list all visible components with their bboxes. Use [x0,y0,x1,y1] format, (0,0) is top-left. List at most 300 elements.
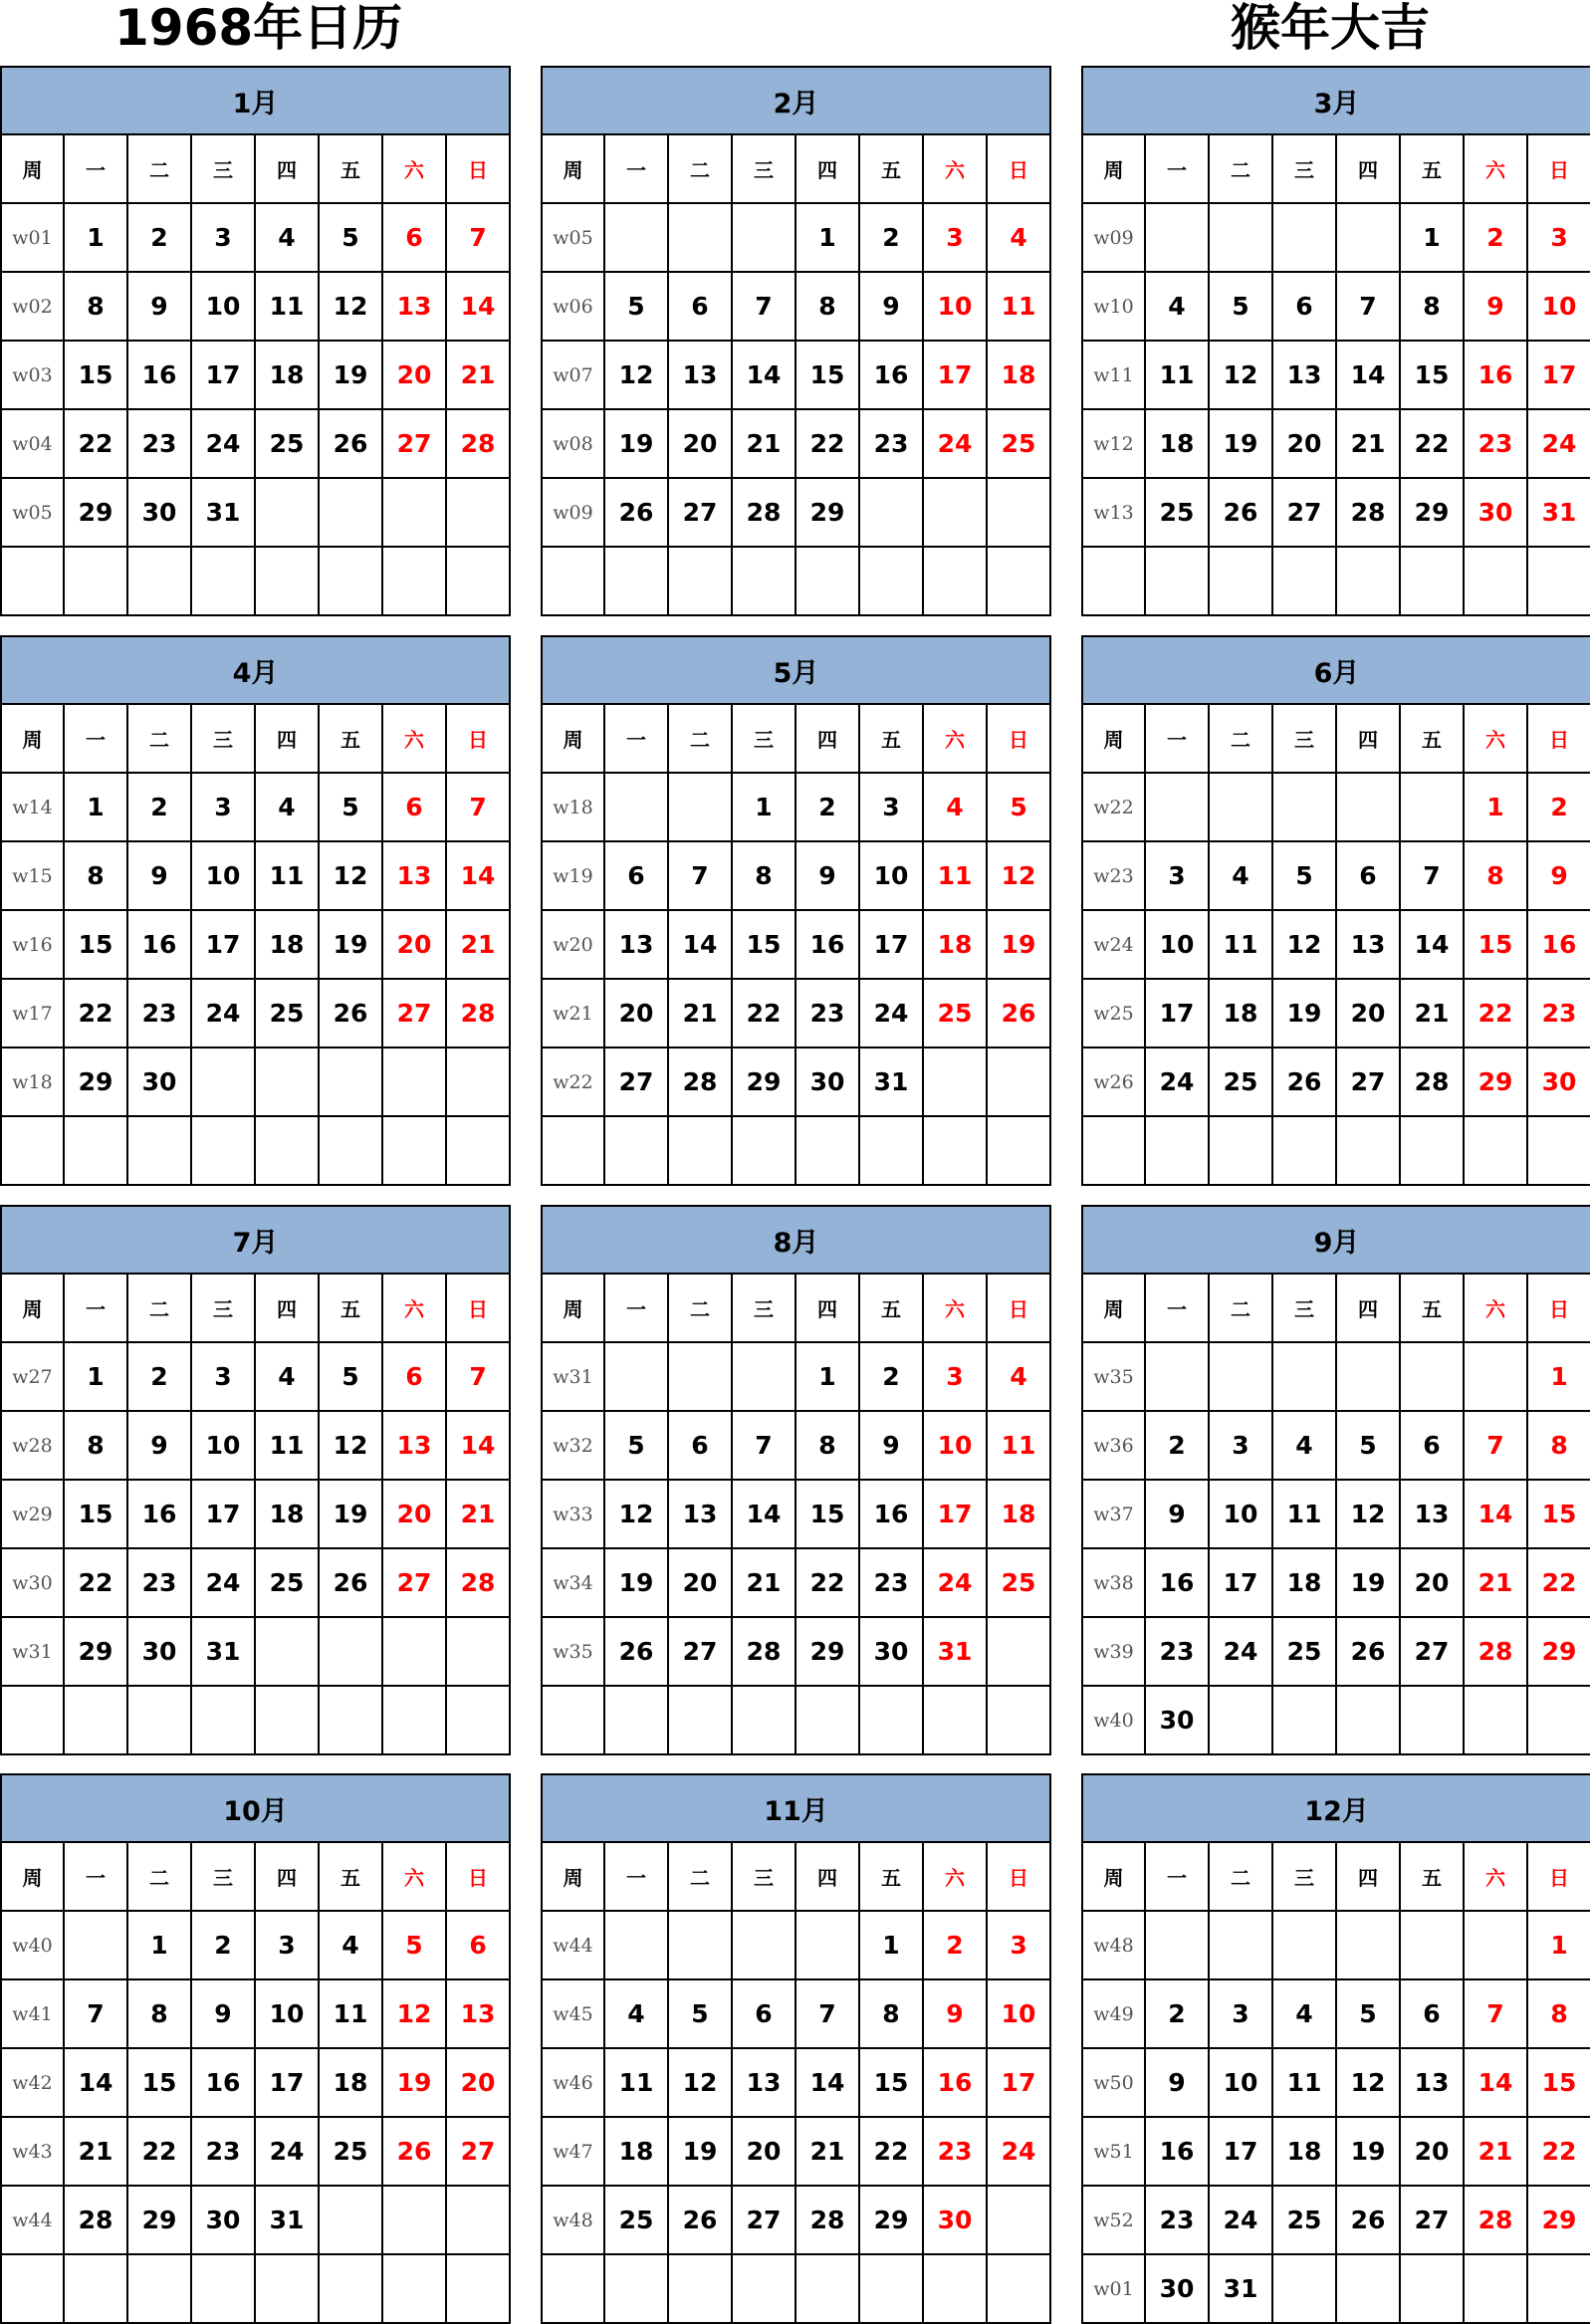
month-name: 2月 [542,67,1050,134]
day-cell: 16 [127,341,191,409]
day-cell: 21 [1464,2117,1527,2186]
week-row [1,1480,510,1548]
week-row [1,409,510,478]
week-row [1,1617,510,1686]
day-cell: 13 [1400,2048,1464,2117]
weekday-header: 四 [1336,134,1400,203]
day-cell: 11 [1145,341,1209,409]
week-row [1,2048,510,2117]
day-cell: 29 [1464,1047,1527,1116]
weekday-header: 五 [859,134,923,203]
week-row [1082,841,1590,910]
day-cell: 26 [382,2117,446,2186]
week-row [1,203,510,272]
day-cell: 25 [1272,1617,1336,1686]
week-number: w49 [1082,1979,1145,2048]
day-cell: 2 [1145,1411,1209,1480]
day-cell: 21 [732,409,795,478]
day-cell [1527,547,1590,615]
weekday-header: 日 [987,134,1050,203]
day-cell [255,1617,319,1686]
day-cell: 6 [604,841,668,910]
day-cell [255,2254,319,2323]
week-row [1,1116,510,1185]
weekday-header: 六 [382,1842,446,1911]
day-cell: 22 [64,979,127,1047]
month-table [1081,1773,1590,2324]
week-number: w22 [1082,773,1145,841]
weekday-header: 一 [1145,134,1209,203]
day-cell: 1 [1527,1911,1590,1979]
weekday-header: 三 [191,704,255,773]
week-row [1082,203,1590,272]
day-cell [1336,773,1400,841]
weekday-header: 四 [255,1274,319,1342]
day-cell: 19 [382,2048,446,2117]
day-cell: 6 [668,272,732,341]
day-cell: 9 [1527,841,1590,910]
week-number: w25 [1082,979,1145,1047]
day-cell: 19 [1272,979,1336,1047]
day-cell: 26 [319,1548,382,1617]
day-cell: 5 [668,1979,732,2048]
day-cell: 11 [1272,2048,1336,2117]
weekday-header: 五 [859,1842,923,1911]
day-cell: 22 [1400,409,1464,478]
day-cell: 24 [987,2117,1050,2186]
week-row [542,841,1050,910]
day-cell: 2 [191,1911,255,1979]
day-cell: 25 [255,1548,319,1617]
weekday-header: 六 [382,1274,446,1342]
day-cell: 31 [1209,2254,1272,2323]
week-number: w43 [1,2117,64,2186]
day-cell [1209,1342,1272,1411]
day-cell [255,1116,319,1185]
day-cell [382,478,446,547]
day-cell: 13 [446,1979,510,2048]
week-number: w08 [542,409,604,478]
day-cell [1336,1686,1400,1754]
week-number: w44 [1,2186,64,2254]
week-row [1,2186,510,2254]
day-cell [446,478,510,547]
day-cell [64,1686,127,1754]
day-cell: 24 [1145,1047,1209,1116]
day-cell [191,1116,255,1185]
day-cell [446,1686,510,1754]
day-cell [255,478,319,547]
day-cell [859,1116,923,1185]
week-row [542,1548,1050,1617]
day-cell [732,1911,795,1979]
day-cell: 16 [127,1480,191,1548]
day-cell: 15 [64,1480,127,1548]
week-column-header: 周 [542,1274,604,1342]
day-cell [604,1911,668,1979]
day-cell: 6 [732,1979,795,2048]
month-table [1081,66,1590,616]
day-cell: 16 [1145,2117,1209,2186]
month-name: 7月 [1,1206,510,1274]
day-cell [1464,1342,1527,1411]
weekday-header: 一 [604,704,668,773]
day-cell: 1 [859,1911,923,1979]
week-row [542,203,1050,272]
day-cell: 25 [923,979,987,1047]
weekday-header: 五 [319,1842,382,1911]
month-2 [541,66,1049,616]
month-name: 1月 [1,67,510,134]
weekday-header: 一 [64,704,127,773]
day-cell: 13 [382,841,446,910]
day-cell: 31 [923,1617,987,1686]
week-column-header: 周 [1,1274,64,1342]
day-cell: 14 [732,1480,795,1548]
weekday-header: 一 [1145,1842,1209,1911]
day-cell: 12 [1272,910,1336,979]
day-cell: 5 [319,1342,382,1411]
day-cell [987,1047,1050,1116]
day-cell: 21 [1336,409,1400,478]
day-cell [446,2186,510,2254]
day-cell: 21 [668,979,732,1047]
day-cell [604,2254,668,2323]
day-cell: 31 [191,1617,255,1686]
day-cell: 30 [1527,1047,1590,1116]
month-table [1081,635,1590,1186]
day-cell: 18 [1272,2117,1336,2186]
week-row [542,341,1050,409]
day-cell: 17 [987,2048,1050,2117]
week-row [1,1686,510,1754]
weekday-header: 二 [127,1842,191,1911]
day-cell: 4 [987,203,1050,272]
weekday-header: 三 [191,134,255,203]
day-cell [255,1047,319,1116]
day-cell: 3 [1209,1411,1272,1480]
day-cell: 11 [255,1411,319,1480]
day-cell: 3 [255,1911,319,1979]
day-cell: 15 [1464,910,1527,979]
day-cell [382,1116,446,1185]
day-cell: 12 [382,1979,446,2048]
month-6 [1081,635,1590,1186]
day-cell: 30 [191,2186,255,2254]
weekday-header: 三 [732,704,795,773]
day-cell: 2 [859,203,923,272]
day-cell: 16 [859,341,923,409]
month-8 [541,1205,1049,1755]
day-cell: 10 [191,272,255,341]
day-cell: 17 [923,1480,987,1548]
day-cell: 29 [1400,478,1464,547]
day-cell: 9 [859,1411,923,1480]
day-cell: 18 [255,341,319,409]
day-cell: 6 [1400,1979,1464,2048]
day-cell: 10 [859,841,923,910]
day-cell: 29 [64,1617,127,1686]
day-cell: 19 [319,1480,382,1548]
weekday-header: 六 [923,704,987,773]
day-cell: 26 [987,979,1050,1047]
day-cell: 1 [795,1342,859,1411]
day-cell [923,1047,987,1116]
day-cell: 26 [1336,2186,1400,2254]
day-cell: 3 [191,203,255,272]
week-row [1,1047,510,1116]
day-cell: 3 [191,773,255,841]
day-cell: 23 [1527,979,1590,1047]
day-cell: 1 [64,1342,127,1411]
week-row [1082,341,1590,409]
greeting-title: 猴年大吉 [1231,0,1430,57]
week-row [542,1480,1050,1548]
weekday-header: 四 [1336,704,1400,773]
day-cell: 29 [795,478,859,547]
day-cell [1400,1911,1464,1979]
day-cell: 18 [255,910,319,979]
day-cell: 18 [1272,1548,1336,1617]
day-cell [1336,1342,1400,1411]
day-cell: 6 [446,1911,510,1979]
day-cell: 16 [191,2048,255,2117]
day-cell: 17 [1527,341,1590,409]
weekday-header: 日 [1527,704,1590,773]
day-cell: 22 [64,409,127,478]
month-name: 11月 [542,1774,1050,1842]
weekday-header: 二 [1209,1842,1272,1911]
week-number: w37 [1082,1480,1145,1548]
week-column-header: 周 [1082,1274,1145,1342]
week-row [1082,1617,1590,1686]
day-cell: 24 [859,979,923,1047]
week-row [1082,773,1590,841]
week-number: w18 [1,1047,64,1116]
day-cell [732,1342,795,1411]
day-cell [732,2254,795,2323]
day-cell: 4 [987,1342,1050,1411]
day-cell: 18 [255,1480,319,1548]
month-name: 9月 [1082,1206,1590,1274]
week-row [1082,272,1590,341]
month-11 [541,1773,1049,2324]
day-cell [319,547,382,615]
month-table [541,66,1051,616]
day-cell: 23 [795,979,859,1047]
day-cell [319,2186,382,2254]
day-cell: 17 [191,341,255,409]
day-cell [1464,1911,1527,1979]
day-cell [859,547,923,615]
week-row [1082,2117,1590,2186]
week-number: w45 [542,1979,604,2048]
day-cell: 26 [1336,1617,1400,1686]
day-cell: 3 [1145,841,1209,910]
day-cell: 3 [1527,203,1590,272]
day-cell: 30 [795,1047,859,1116]
day-cell [1145,1911,1209,1979]
week-number: w21 [542,979,604,1047]
day-cell [923,1686,987,1754]
week-number: w48 [1082,1911,1145,1979]
day-cell: 14 [64,2048,127,2117]
day-cell: 11 [255,841,319,910]
day-cell: 30 [1145,2254,1209,2323]
month-table [1081,1205,1590,1755]
day-cell: 19 [1209,409,1272,478]
day-cell: 13 [668,1480,732,1548]
day-cell: 14 [1400,910,1464,979]
day-cell: 6 [382,203,446,272]
week-row [1,841,510,910]
week-number: w35 [1082,1342,1145,1411]
weekday-header: 六 [1464,1842,1527,1911]
day-cell: 23 [859,1548,923,1617]
day-cell: 6 [1336,841,1400,910]
weekday-header: 一 [1145,1274,1209,1342]
day-cell: 9 [127,841,191,910]
week-row [1082,1686,1590,1754]
day-cell: 20 [668,1548,732,1617]
day-cell: 19 [987,910,1050,979]
week-number [1,547,64,615]
day-cell: 8 [1527,1411,1590,1480]
weekday-header: 三 [1272,1274,1336,1342]
day-cell: 14 [732,341,795,409]
day-cell [987,1617,1050,1686]
week-row [1082,910,1590,979]
weekday-header: 日 [1527,1842,1590,1911]
week-row [542,1911,1050,1979]
day-cell: 28 [732,1617,795,1686]
day-cell [255,1686,319,1754]
weekday-header: 二 [1209,704,1272,773]
day-cell: 10 [987,1979,1050,2048]
day-cell: 24 [1209,2186,1272,2254]
week-row [1082,1979,1590,2048]
day-cell: 27 [1336,1047,1400,1116]
day-cell: 8 [127,1979,191,2048]
day-cell [668,1911,732,1979]
day-cell: 27 [382,1548,446,1617]
day-cell: 5 [382,1911,446,1979]
month-name: 12月 [1082,1774,1590,1842]
day-cell [668,773,732,841]
day-cell [319,2254,382,2323]
week-row [1,478,510,547]
weekday-header: 六 [1464,134,1527,203]
weekday-header: 六 [923,1842,987,1911]
day-cell: 9 [795,841,859,910]
day-cell: 4 [255,773,319,841]
day-cell [446,1617,510,1686]
day-cell: 9 [127,272,191,341]
day-cell: 2 [127,1342,191,1411]
week-row [1,2254,510,2323]
day-cell: 23 [127,1548,191,1617]
day-cell: 12 [1336,2048,1400,2117]
weekday-header: 六 [1464,1274,1527,1342]
week-number: w33 [542,1480,604,1548]
day-cell: 7 [446,1342,510,1411]
day-cell: 25 [987,409,1050,478]
day-cell [1209,1116,1272,1185]
weekday-header: 三 [732,134,795,203]
day-cell [1464,2254,1527,2323]
week-number: w46 [542,2048,604,2117]
day-cell [987,1686,1050,1754]
day-cell: 10 [255,1979,319,2048]
day-cell [1527,2254,1590,2323]
day-cell: 21 [1400,979,1464,1047]
week-row [1082,2254,1590,2323]
day-cell: 23 [191,2117,255,2186]
day-cell [382,2186,446,2254]
week-row [1082,2186,1590,2254]
day-cell: 24 [1209,1617,1272,1686]
day-cell: 14 [446,841,510,910]
day-cell: 14 [1464,2048,1527,2117]
day-cell: 18 [604,2117,668,2186]
day-cell: 30 [1464,478,1527,547]
day-cell: 21 [446,1480,510,1548]
day-cell: 20 [1336,979,1400,1047]
day-cell: 9 [1145,1480,1209,1548]
day-cell: 25 [255,979,319,1047]
day-cell [1336,547,1400,615]
day-cell [319,1617,382,1686]
week-number: w28 [1,1411,64,1480]
day-cell: 11 [1272,1480,1336,1548]
day-cell: 7 [446,203,510,272]
day-cell: 9 [191,1979,255,2048]
day-cell [1145,203,1209,272]
day-cell [604,1686,668,1754]
day-cell [859,1686,923,1754]
day-cell: 13 [604,910,668,979]
day-cell: 24 [191,1548,255,1617]
day-cell: 24 [255,2117,319,2186]
month-7 [0,1205,509,1755]
day-cell: 16 [923,2048,987,2117]
week-row [1082,1911,1590,1979]
weekday-header: 四 [795,704,859,773]
day-cell: 15 [795,1480,859,1548]
day-cell: 27 [446,2117,510,2186]
day-cell: 12 [604,341,668,409]
weekday-header: 五 [319,704,382,773]
day-cell: 6 [382,773,446,841]
day-cell: 12 [319,272,382,341]
day-cell [382,547,446,615]
day-cell: 9 [859,272,923,341]
day-cell: 18 [319,2048,382,2117]
day-cell: 19 [604,409,668,478]
weekday-header: 日 [987,1842,1050,1911]
day-cell: 5 [1272,841,1336,910]
day-cell: 13 [1272,341,1336,409]
week-row [1,1342,510,1411]
day-cell [1527,1686,1590,1754]
day-cell: 25 [1145,478,1209,547]
weekday-header: 二 [127,134,191,203]
week-row [1082,1411,1590,1480]
day-cell [1527,1116,1590,1185]
weekday-header: 六 [923,134,987,203]
weekday-header: 二 [668,1274,732,1342]
day-cell: 7 [732,272,795,341]
